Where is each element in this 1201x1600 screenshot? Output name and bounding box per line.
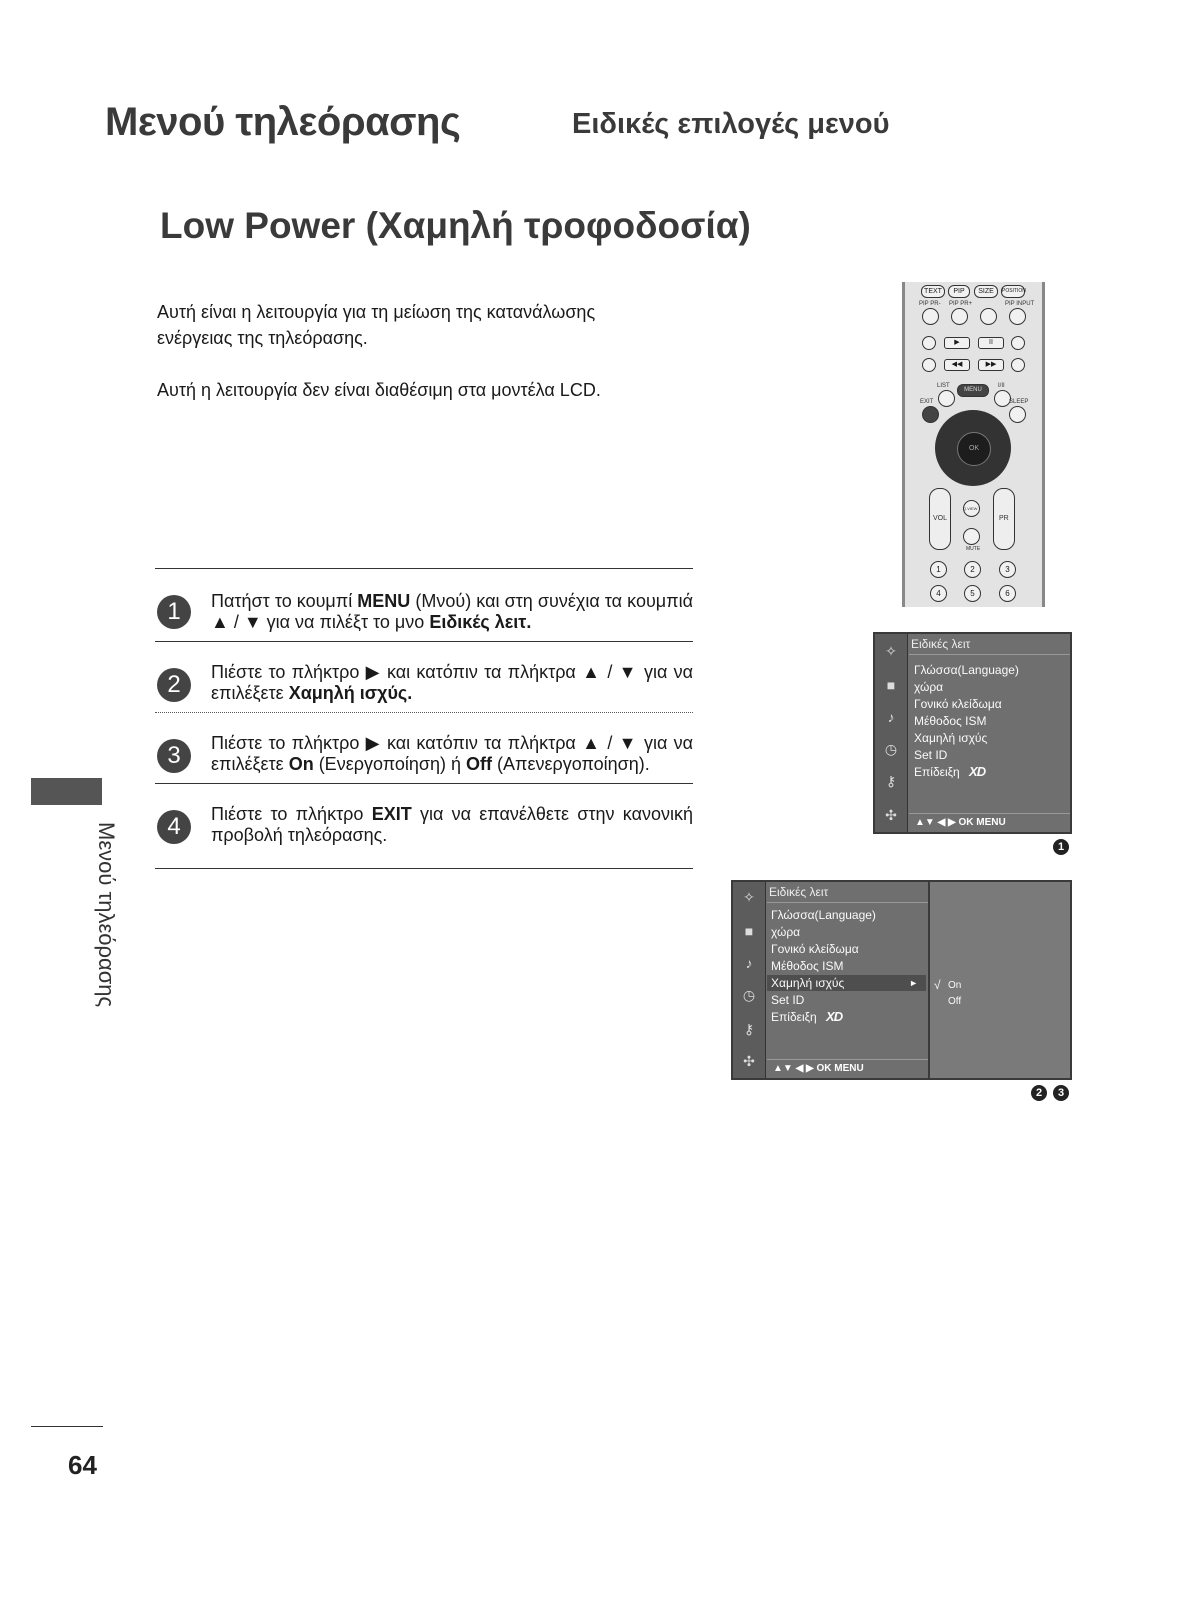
list-label: LIST (937, 383, 950, 389)
step-number: 3 (157, 739, 191, 773)
submenu-arrow-icon: ► (909, 978, 918, 988)
vol-label: VOL (933, 515, 948, 522)
osd-item-country[interactable]: χώρα (771, 925, 801, 939)
speaker-icon: ♪ (745, 955, 753, 971)
osd-item-language[interactable]: Γλώσσα(Language) (914, 663, 1019, 677)
side-tab-marker (31, 778, 102, 805)
section-title: Μενού τηλεόρασης (105, 100, 461, 144)
check-icon: √ (934, 978, 941, 992)
page-number: 64 (68, 1450, 97, 1480)
digit-button: 3 (999, 561, 1016, 578)
intro-note: Αυτή η λειτουργία δεν είναι διαθέσιμη στα μοντέλα LCD. (157, 380, 601, 400)
key-icon: ⚷ (743, 1021, 755, 1037)
osd-item-demo[interactable]: Επίδειξη XD (914, 764, 986, 779)
intro-paragraph (157, 299, 677, 351)
record-icon (1011, 336, 1025, 350)
picture-icon: ■ (886, 677, 896, 693)
step-number: 1 (157, 595, 191, 629)
osd-item-parental-lock[interactable]: Γονικό κλείδωμα (914, 697, 1002, 711)
osd-footer: ▲▼ ◀ ▶ OK MENU (767, 1059, 928, 1078)
step-number: 2 (157, 668, 191, 702)
option-on[interactable]: On (948, 980, 962, 991)
sleep-label: SLEEP (1009, 399, 1029, 405)
osd-item-ism-method[interactable]: Μέθοδος ISM (771, 959, 844, 973)
osd-item-country[interactable]: χώρα (914, 680, 944, 694)
pip-pr-minus-label: PIP PR- (919, 301, 941, 307)
digit-button: 1 (930, 561, 947, 578)
osd-item-set-id[interactable]: Set ID (914, 748, 948, 762)
pip-input-label: PIP INPUT (1005, 301, 1035, 307)
osd-item-low-power[interactable]: Χαμηλή ισχύς (914, 731, 988, 745)
osd-item-ism-method[interactable]: Μέθοδος ISM (914, 714, 987, 728)
intro-line-2: ενέργειας της τηλεόρασης. (157, 328, 368, 348)
step-3: 3 Πιέστε το πλήκτρο ▶ και κατόπιν τα πλήκτρα ▲ / ▼ για να επιλέξετε On (Ενεργοποίηση) ή Off (Απενεργοποίηση). (155, 712, 693, 783)
digit-button: 2 (964, 561, 981, 578)
digit-button: 4 (930, 585, 947, 602)
satellite-icon: ✧ (885, 643, 897, 659)
prev-icon (922, 358, 936, 372)
play-icon: ▶ (944, 337, 970, 349)
special-icon: ✣ (885, 807, 897, 823)
key-icon: ⚷ (885, 773, 897, 789)
ok-button: OK (957, 432, 991, 466)
osd-footer: ▲▼ ◀ ▶ OK MENU (909, 813, 1070, 832)
sleep-button (1009, 406, 1026, 423)
figure-badge: 3 (1053, 1085, 1069, 1101)
clock-icon: ◷ (742, 987, 756, 1003)
text-button: TEXT (921, 285, 945, 298)
figure-badge: 1 (1053, 839, 1069, 855)
mute-label: MUTE (966, 546, 981, 552)
pip-pr-plus-label: PIP PR+ (949, 301, 973, 307)
satellite-icon: ✧ (743, 889, 755, 905)
step-4: 4 Πιέστε το πλήκτρο EXIT για να επανέλθετε στην κανονική προβολή τηλεόρασης. (155, 783, 693, 868)
steps-list (155, 568, 693, 869)
page-number-rule (31, 1426, 103, 1427)
osd-icon-column (733, 882, 766, 1078)
figure-badge: 2 (1031, 1085, 1047, 1101)
remote-round-button (922, 308, 939, 325)
size-button: SIZE (974, 285, 998, 298)
osd-item-parental-lock[interactable]: Γονικό κλείδωμα (771, 942, 859, 956)
pip-button: PIP (948, 285, 970, 298)
osd-item-language[interactable]: Γλώσσα(Language) (771, 908, 876, 922)
osd-item-set-id[interactable]: Set ID (771, 993, 805, 1007)
pr-label: PR (999, 515, 1009, 522)
side-section-label: Μενού τηλεόρασης (94, 822, 119, 1008)
xd-logo: XD (969, 764, 986, 779)
list-button (938, 390, 955, 407)
step-1: 1 Πατήστ το κουμπί MENU (Μνού) και στη συνέχια τα κουμπιά ▲ / ▼ για να πιλέξτ το μνο Ειδικές λειτ. (155, 568, 693, 641)
remote-round-button (980, 308, 997, 325)
page-title: Low Power (Χαμηλή τροφοδοσία) (160, 205, 751, 246)
osd-menu-special-selected (731, 880, 930, 1080)
osd-title: Ειδικές λειτ (909, 636, 1070, 655)
subsection-title: Ειδικές επιλογές μενού (572, 108, 890, 140)
remote-round-button (1009, 308, 1026, 325)
forward-icon: ▶▶ (978, 359, 1004, 371)
exit-label: EXIT (920, 399, 934, 405)
option-off[interactable]: Off (948, 996, 962, 1007)
step-2: 2 Πιέστε το πλήκτρο ▶ και κατόπιν τα πλήκτρα ▲ / ▼ για να επιλέξετε Χαμηλή ισχύς. (155, 641, 693, 712)
digit-button: 6 (999, 585, 1016, 602)
osd-icon-column (875, 634, 908, 832)
special-icon: ✣ (743, 1053, 755, 1069)
osd-item-demo[interactable]: Επίδειξη XD (771, 1009, 843, 1024)
rewind-icon: ◀◀ (944, 359, 970, 371)
osd-submenu-low-power (928, 880, 1072, 1080)
picture-icon: ■ (744, 923, 754, 939)
intro-line-1: Αυτή είναι η λειτουργία για τη μείωση της κατανάλωσης (157, 302, 596, 322)
digit-button: 5 (964, 585, 981, 602)
menu-button: MENU (957, 384, 989, 397)
osd-item-low-power-selected[interactable]: Χαμηλή ισχύς ► (767, 975, 926, 991)
exit-button (922, 406, 939, 423)
xd-logo: XD (826, 1009, 843, 1024)
qview-label: Q.VIEW (963, 506, 978, 511)
mute-icon (963, 528, 980, 545)
clock-icon: ◷ (884, 741, 898, 757)
step-number: 4 (157, 810, 191, 844)
osd-menu-special (873, 632, 1072, 834)
stop-icon (922, 336, 936, 350)
position-button: POSITION (1001, 285, 1025, 298)
pause-icon: II (978, 337, 1004, 349)
remote-control-illustration (902, 282, 1045, 607)
remote-round-button (951, 308, 968, 325)
i-ii-label: I/II (998, 383, 1005, 389)
steps-end-rule (155, 868, 693, 869)
speaker-icon: ♪ (887, 709, 895, 725)
osd-title: Ειδικές λειτ (767, 884, 928, 903)
next-icon (1011, 358, 1025, 372)
